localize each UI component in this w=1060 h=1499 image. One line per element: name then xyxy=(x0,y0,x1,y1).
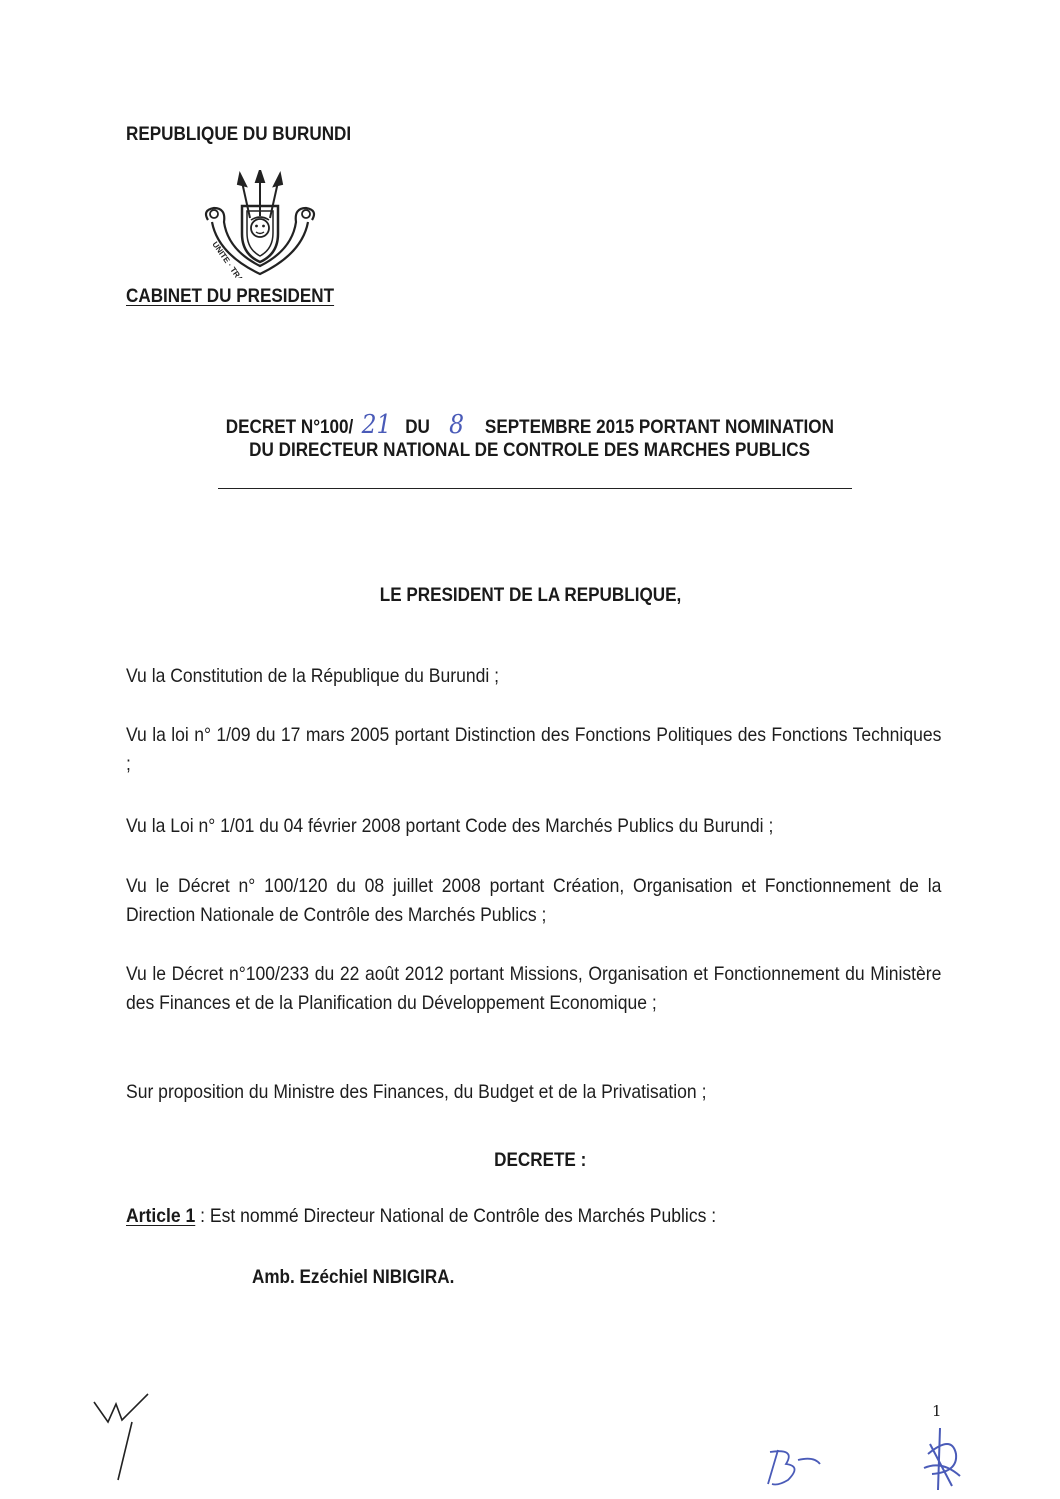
consideration-constitution: Vu la Constitution de la République du Burundi ; xyxy=(126,665,500,687)
handwritten-day: 8 xyxy=(449,410,465,440)
decrete-heading: DECRETE : xyxy=(493,1150,587,1171)
country-heading: REPUBLIQUE DU BURUNDI xyxy=(126,124,352,145)
consideration-loi-1-09: Vu la loi n° 1/09 du 17 mars 2005 portant Distinction des Fonctions Politiques des Fonctions Techniques ; xyxy=(126,724,942,775)
authority-heading: LE PRESIDENT DE LA REPUBLIQUE, xyxy=(379,585,681,606)
cabinet-heading: CABINET DU PRESIDENT xyxy=(126,286,335,307)
page-number: 1 xyxy=(932,1402,942,1420)
consideration-decret-100-120: Vu le Décret n° 100/120 du 08 juillet 2008 portant Création, Organisation et Fonctionnement de la Direction Nationale de Contrôle des Marchés Publics ; xyxy=(126,875,942,926)
initials-right-icon xyxy=(912,1424,972,1494)
initials-middle-icon xyxy=(758,1440,828,1492)
decree-title-line1 xyxy=(0,410,1060,440)
title-divider xyxy=(218,488,852,489)
decree-number-prefix: DECRET N°100/ xyxy=(225,417,354,438)
nominee-name: Amb. Ezéchiel NIBIGIRA. xyxy=(252,1267,455,1288)
consideration-proposition: Sur proposition du Ministre des Finances, du Budget et de la Privatisation ; xyxy=(126,1081,707,1103)
consideration-loi-1-01: Vu la Loi n° 1/01 du 04 février 2008 portant Code des Marchés Publics du Burundi ; xyxy=(126,815,774,837)
title-rest: SEPTEMBRE 2015 PORTANT NOMINATION xyxy=(485,417,835,438)
initials-left-icon xyxy=(88,1392,158,1482)
article-1-label: Article 1 xyxy=(126,1205,196,1227)
coat-of-arms-icon xyxy=(198,170,322,278)
handwritten-decree-number: 21 xyxy=(361,410,392,440)
article-1 xyxy=(126,1205,782,1228)
article-1-text: : Est nommé Directeur National de Contrôle des Marchés Publics : xyxy=(195,1205,717,1227)
consideration-decret-100-233: Vu le Décret n°100/233 du 22 août 2012 portant Missions, Organisation et Fonctionnement du Ministère des Finances et de la Planification du Développement Economique ; xyxy=(126,963,942,1014)
decree-title-line2: DU DIRECTEUR NATIONAL DE CONTROLE DES MARCHES PUBLICS xyxy=(249,440,811,461)
title-du: DU xyxy=(405,417,431,438)
